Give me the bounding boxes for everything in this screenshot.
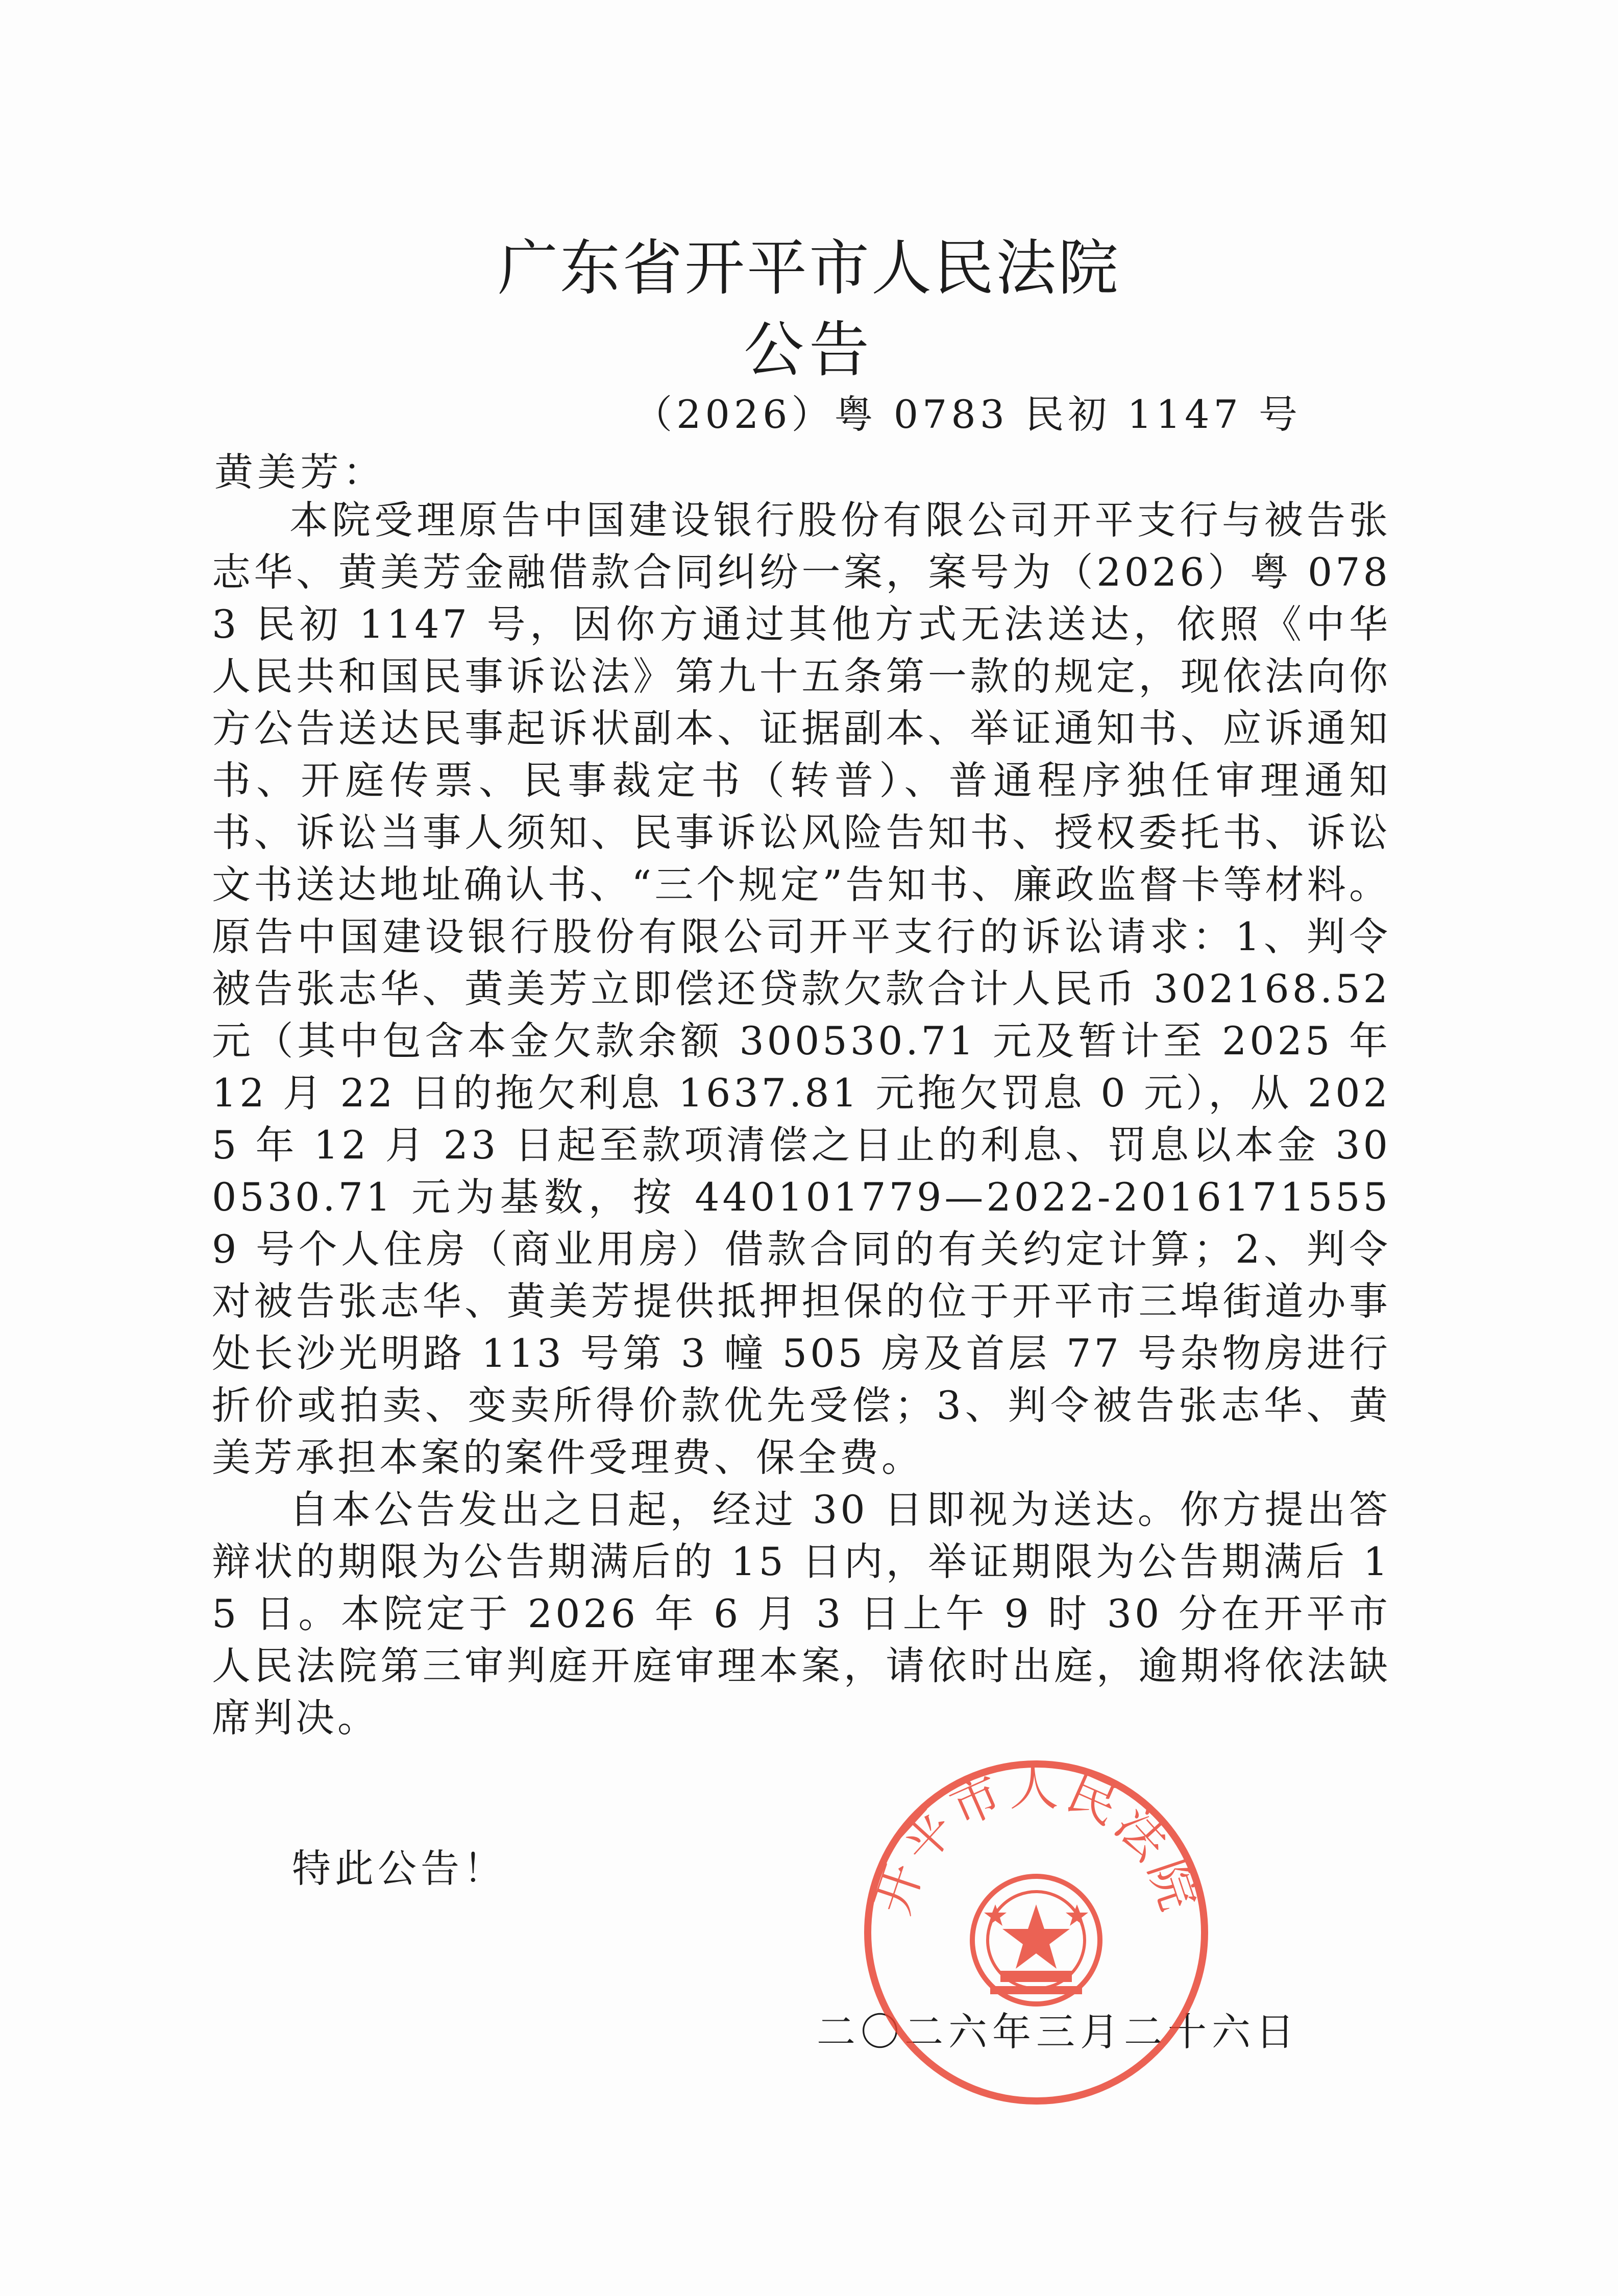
court-name: 广东省开平市人民法院 — [497, 233, 1120, 303]
court-seal-stamp — [860, 1756, 1212, 2109]
national-emblem-icon — [972, 1876, 1100, 2004]
closing-statement: 特此公告！ — [292, 1846, 506, 1891]
notice-body — [212, 494, 1391, 1744]
seal-arc-text: 开平市人民法院 — [863, 1759, 1209, 1921]
issue-date: 二〇二六年三月二十六日 — [817, 2009, 1300, 2055]
body-paragraph-2: 自本公告发出之日起，经过 30 日即视为送达。你方提出答辩状的期限为公告期满后的 15 日内，举证期限为公告期满后 15 日。本院定于 2026 年 6 月 3 日上午 9 时 30 分在开平市人民法院第三审判庭开庭审理本案，请依时出庭，逾期将依法缺席判决。 — [212, 1487, 1391, 1741]
addressee: 黄美芳： — [214, 449, 386, 495]
notice-title: 公告 — [743, 315, 874, 385]
case-number: （2026）粤 0783 民初 1147 号 — [633, 392, 1302, 437]
body-paragraph-1: 本院受理原告中国建设银行股份有限公司开平支行与被告张志华、黄美芳金融借款合同纠纷一案，案号为（2026）粤 0783 民初 1147 号，因你方通过其他方式无法送达，依照《中华人民共和国民事诉讼法》第九十五条第一款的规定，现依法向你方公告送达民事起诉状副本、证据副本、举证通知书、应诉通知书、开庭传票、民事裁定书（转普）、普通程序独任审理通知书、诉讼当事人须知、民事诉讼风险告知书、授权委托书、诉讼文书送达地址确认书、“三个规定”告知书、廉政监督卡等材料。原告中国建设银行股份有限公司开平支行的诉讼请求：1、判令被告张志华、黄美芳立即偿还贷款欠款合计人民币 302168.52 元（其中包含本金欠款余额 300530.71 元及暂计至 2025 年 12 月 22 日的拖欠利息 1637.81 元拖欠罚息 0 元），从 2025 年 12 月 23 日起至款项清偿之日止的利息、罚息以本金 300530.71 元为基数，按 440101779—2022-20161715559 号个人住房（商业用房）借款合同的有关约定计算；2、判令对被告张志华、黄美芳提供抵押担保的位于开平市三埠街道办事处长沙光明路 113 号第 3 幢 505 房及首层 77 号杂物房进行折价或拍卖、变卖所得价款优先受偿；3、判令被告张志华、黄美芳承担本案的案件受理费、保全费。 — [212, 497, 1391, 1480]
